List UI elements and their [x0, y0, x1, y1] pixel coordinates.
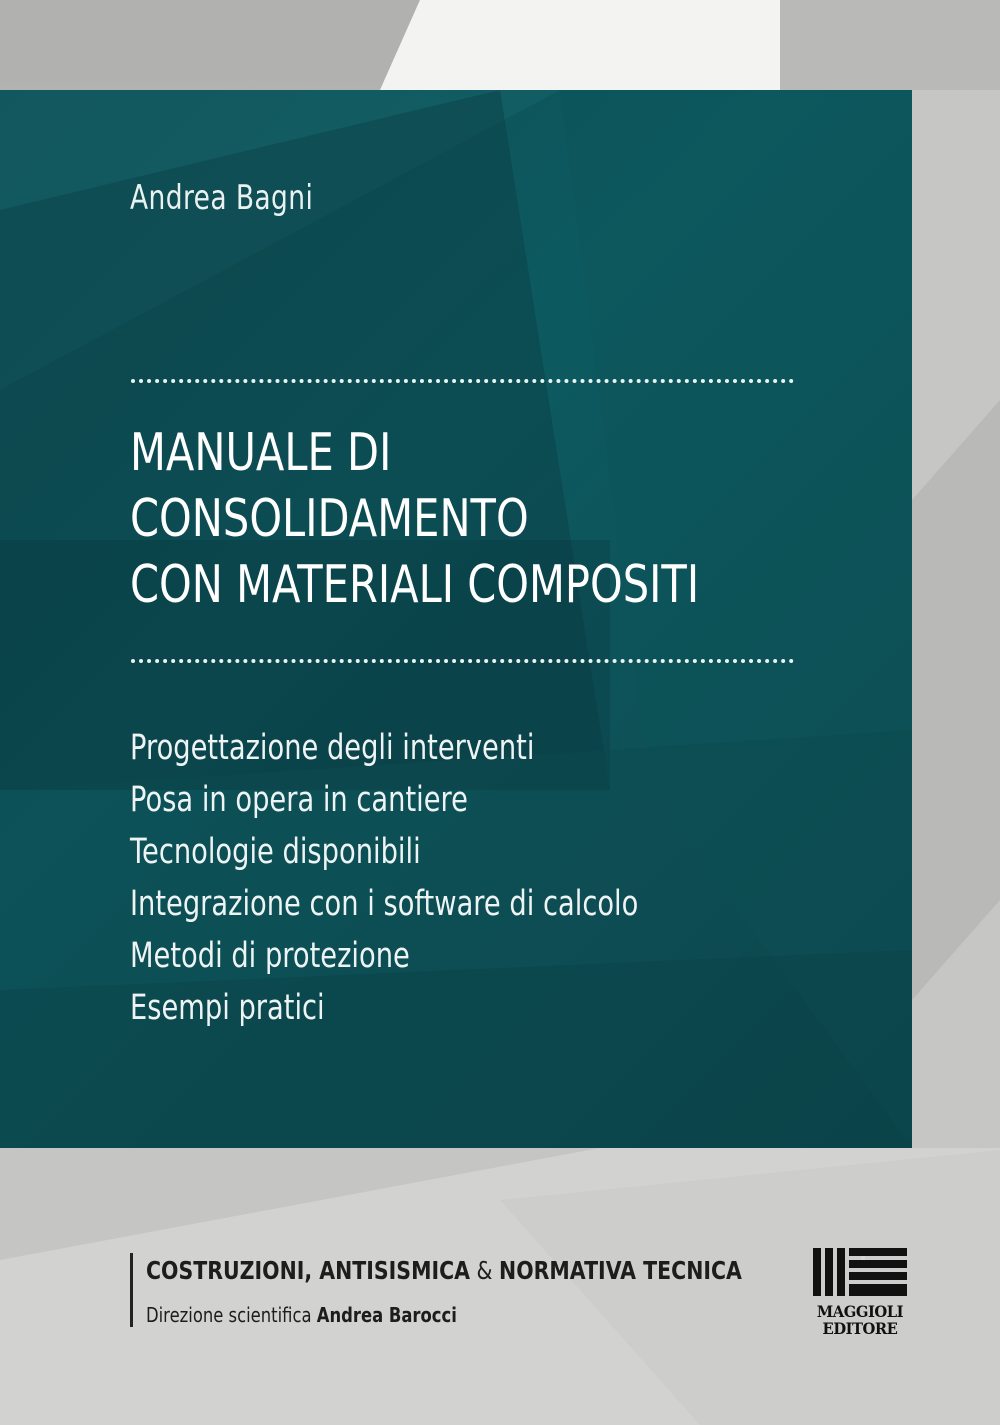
title-line-3: CON MATERIALI COMPOSITI	[130, 555, 700, 615]
publisher-name-line-2: EDITORE	[822, 1319, 898, 1338]
series-divider-bar	[130, 1253, 133, 1327]
series-name	[146, 1256, 742, 1285]
maggioli-logo-icon	[811, 1246, 909, 1298]
scientific-direction	[146, 1303, 457, 1327]
topic-item: Posa in opera in cantiere	[130, 780, 468, 820]
topic-list	[130, 722, 638, 1034]
topic-item: Progettazione degli interventi	[130, 728, 535, 768]
author-name: Andrea Bagni	[130, 178, 314, 218]
book-title	[130, 420, 699, 618]
publisher-name-line-1: MAGGIOLI	[816, 1302, 904, 1321]
title-line-2: CONSOLIDAMENTO	[130, 489, 529, 549]
direction-name: Andrea Barocci	[316, 1303, 457, 1327]
dotted-divider-bottom	[131, 659, 794, 663]
series-name-part2: NORMATIVA TECNICA	[499, 1256, 742, 1285]
direction-label: Direzione scientifica	[146, 1303, 317, 1327]
title-line-1: MANUALE DI	[130, 423, 392, 483]
topic-item: Metodi di protezione	[130, 936, 410, 976]
topic-item: Esempi pratici	[130, 988, 325, 1028]
dotted-divider-top	[131, 379, 794, 383]
publisher-logo	[811, 1246, 909, 1337]
series-name-part1: COSTRUZIONI, ANTISISMICA	[146, 1256, 471, 1285]
topic-item: Tecnologie disponibili	[130, 832, 421, 872]
series-ampersand: &	[470, 1256, 500, 1285]
topic-item: Integrazione con i software di calcolo	[130, 884, 639, 924]
